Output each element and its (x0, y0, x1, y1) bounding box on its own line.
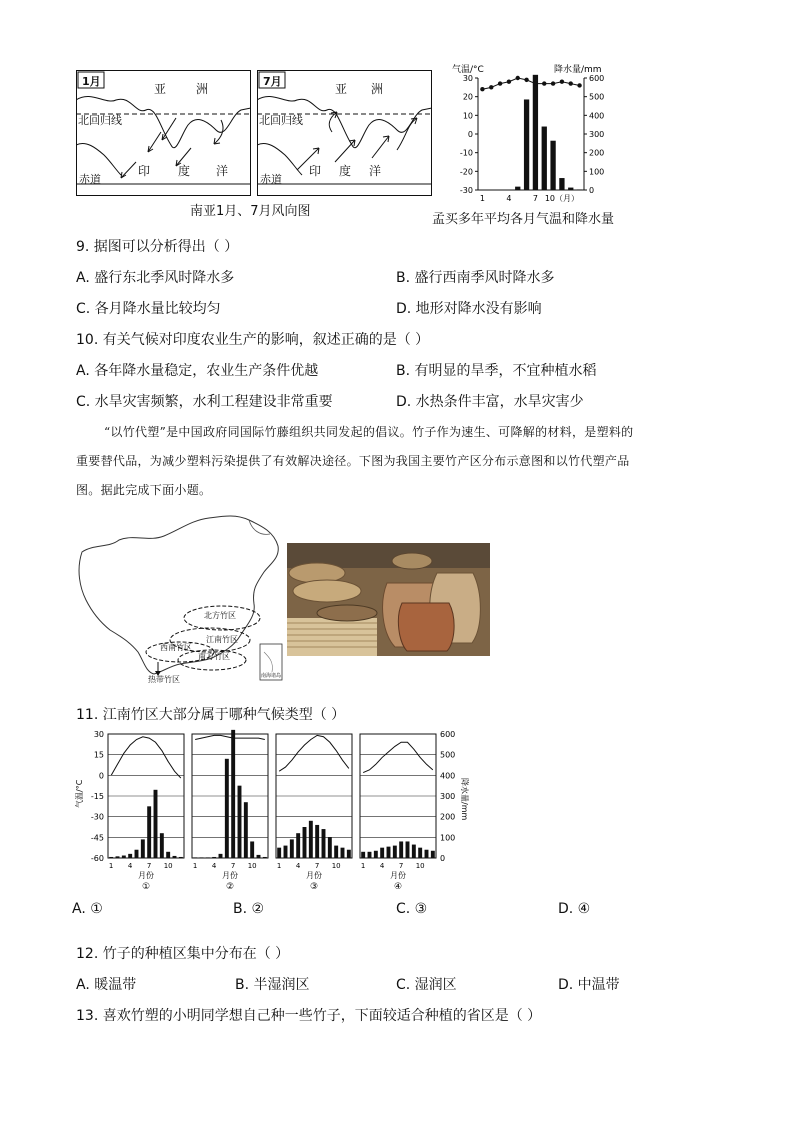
temperature-point (498, 81, 502, 85)
left-tick-label: -20 (459, 167, 473, 177)
q11-x-label: 月份 (222, 871, 238, 880)
q11-precip-bar (368, 852, 372, 858)
q12-option-d[interactable]: D. 中温带 (558, 977, 620, 993)
q12-option-b[interactable]: B. 半湿润区 (235, 977, 310, 993)
region-north: 北方竹区 (204, 611, 236, 620)
mumbai-chart-caption: 孟买多年平均各月气温和降水量 (432, 212, 615, 227)
q11-precip-bar (309, 821, 313, 858)
q11-temp-axis-title: 气温/°C (75, 779, 84, 808)
precip-bar (559, 178, 564, 190)
wind-map-july (257, 70, 432, 196)
tropic-label: 北回归线 (78, 114, 122, 127)
precip-bar (568, 188, 573, 190)
china-outline-svg (74, 512, 286, 684)
temperature-point (551, 81, 555, 85)
precip-bar (524, 99, 529, 190)
temp-axis-title: 气温/°C (452, 65, 484, 75)
region-south: 南方竹区 (198, 652, 230, 661)
q11-precip-bar (206, 857, 210, 858)
q11-x-tick: 4 (295, 862, 301, 870)
q11-precip-bar (147, 806, 151, 858)
wind-map-caption: 南亚1月、7月风向图 (190, 204, 311, 219)
right-tick-label: 100 (589, 167, 605, 177)
left-tick-label: 10 (462, 111, 473, 121)
q11-temperature-line (195, 735, 265, 739)
q11-x-tick: 7 (398, 862, 404, 870)
q11-precip-bar (179, 857, 183, 858)
q11-x-tick: 1 (276, 862, 282, 870)
q11-climate-charts (70, 728, 470, 893)
q11-precip-bar (212, 857, 216, 858)
q11-precip-bar (296, 833, 300, 858)
x-tick-label: 1 (479, 194, 485, 203)
q10-option-d[interactable]: D. 水热条件丰富，水旱灾害少 (396, 394, 584, 410)
left-tick-label: -30 (459, 186, 473, 195)
q11-x-tick: 4 (211, 862, 217, 870)
passage-line-3: 图。据此完成下面小题。 (76, 483, 212, 497)
q11-precip-bar (412, 845, 416, 858)
temperature-point (516, 76, 520, 80)
q11-temperature-line (363, 742, 433, 772)
q11-x-tick: 10 (247, 862, 257, 870)
q11-precip-bar (154, 790, 158, 858)
mumbai-climate-chart (450, 62, 620, 212)
asia-label-right: 洲 (196, 82, 209, 96)
ocean-char-2-jul: 度 (339, 164, 352, 178)
q11-x-tick: 7 (230, 862, 236, 870)
q11-precip-bar (173, 856, 177, 858)
q11-x-tick: 1 (108, 862, 114, 870)
equator-label-jul: 赤道 (260, 173, 282, 186)
q11-panel-label: ④ (393, 882, 403, 892)
q11-precip-bar (277, 848, 281, 858)
q12-option-c[interactable]: C. 湿润区 (396, 977, 457, 993)
q9-option-c[interactable]: C. 各月降水量比较均匀 (76, 301, 221, 317)
q11-x-tick: 10 (163, 862, 173, 870)
q11-charts-svg (70, 728, 470, 893)
ocean-char-1: 印 (138, 164, 151, 178)
asia-label-left-jul: 亚 (335, 82, 348, 96)
q11-panel-label: ① (141, 882, 151, 892)
q11-left-tick: -45 (90, 833, 104, 843)
jul-label: 7月 (263, 75, 282, 88)
question-9-stem: 9. 据图可以分析得出（ ） (76, 239, 239, 255)
q11-panel-label: ② (225, 882, 235, 892)
equator-label: 赤道 (79, 173, 101, 186)
temperature-point (489, 85, 493, 89)
x-tick-label: 10（月） (544, 194, 580, 203)
precip-bar (515, 187, 520, 190)
q11-x-tick: 4 (379, 862, 385, 870)
x-tick-label: 7 (532, 194, 538, 203)
q11-x-tick: 10 (331, 862, 341, 870)
asia-label-right-jul: 洲 (371, 82, 384, 96)
q11-precip-bar (315, 825, 319, 858)
q11-x-tick: 1 (360, 862, 366, 870)
precip-bar (542, 127, 547, 190)
q11-right-tick: 100 (440, 833, 456, 843)
q11-precip-bar (122, 856, 126, 858)
q11-precip-bar (374, 851, 378, 858)
q11-left-tick: -30 (90, 812, 104, 822)
q11-precip-bar (193, 857, 197, 858)
q11-right-tick: 500 (440, 750, 456, 760)
q11-precip-bar (347, 850, 351, 858)
q10-option-b[interactable]: B. 有明显的旱季，不宜种植水稻 (396, 363, 597, 379)
q11-x-tick: 4 (127, 862, 133, 870)
q11-precip-bar (284, 846, 288, 858)
temperature-point (524, 78, 528, 82)
q11-precip-bar (387, 847, 391, 858)
q11-x-tick: 7 (146, 862, 152, 870)
q11-left-tick: -60 (90, 854, 104, 863)
ocean-char-3: 洋 (216, 164, 229, 178)
q11-left-tick: 30 (93, 730, 104, 739)
passage-line-1: “以竹代塑”是中国政府同国际竹藤组织共同发起的倡议。竹子作为速生、可降解的材料，是塑料的 (104, 425, 634, 439)
ocean-char-3-jul: 洋 (369, 164, 382, 178)
left-tick-label: 20 (462, 92, 473, 102)
left-tick-label: 0 (467, 130, 473, 139)
q11-precip-bar (109, 857, 113, 858)
right-tick-label: 0 (589, 186, 595, 195)
q11-precip-bar (393, 846, 397, 858)
left-tick-label: 30 (462, 74, 473, 83)
precip-bar (550, 141, 555, 190)
right-tick-label: 600 (589, 74, 605, 83)
q11-x-tick: 7 (314, 862, 320, 870)
q11-precip-bar (200, 857, 204, 858)
q11-precip-bar (341, 848, 345, 858)
q11-option-a[interactable]: A. ① (72, 901, 103, 917)
temperature-point (577, 83, 581, 87)
ocean-char-2: 度 (178, 164, 191, 178)
q11-precip-axis-title: 降水量/mm (460, 778, 469, 821)
q11-precip-bar (225, 759, 229, 858)
region-tropical: 热带竹区 (148, 675, 180, 684)
temperature-point (480, 87, 484, 91)
q11-x-tick: 1 (192, 862, 198, 870)
q11-precip-bar (244, 802, 248, 858)
q11-precip-bar (418, 848, 422, 858)
bamboo-products-photo (287, 543, 490, 656)
q11-x-tick: 10 (415, 862, 425, 870)
q11-precip-bar (322, 829, 326, 858)
right-tick-label: 200 (589, 148, 605, 158)
q12-option-a[interactable]: A. 暖温带 (76, 977, 137, 993)
question-10-stem: 10. 有关气候对印度农业生产的影响，叙述正确的是（ ） (76, 332, 430, 348)
jan-label: 1月 (82, 75, 101, 88)
q11-x-label: 月份 (138, 871, 154, 880)
wind-map-january (76, 70, 251, 196)
q11-precip-bar (406, 841, 410, 858)
q11-precip-bar (238, 786, 242, 858)
q9-option-d[interactable]: D. 地形对降水没有影响 (396, 301, 542, 317)
q11-precip-bar (263, 857, 267, 858)
q11-left-tick: -15 (90, 792, 104, 801)
q11-left-tick: 0 (98, 771, 104, 781)
q10-option-c[interactable]: C. 水旱灾害频繁，水利工程建设非常重要 (76, 394, 333, 410)
q11-precip-bar (425, 850, 429, 858)
q11-option-b[interactable]: B. ② (233, 901, 265, 917)
question-13-stem: 13. 喜欢竹塑的小明同学想自己种一些竹子，下面较适合种植的省区是（ ） (76, 1008, 542, 1024)
q11-right-tick: 600 (440, 730, 456, 739)
left-tick-label: -10 (459, 148, 473, 158)
precip-bar (577, 189, 582, 190)
q11-option-d[interactable]: D. ④ (558, 901, 591, 917)
q11-x-label: 月份 (390, 871, 406, 880)
asia-label-left: 亚 (154, 82, 167, 96)
bamboo-products-illustration (287, 543, 490, 656)
q11-precip-bar (380, 848, 384, 858)
q11-precip-bar (141, 839, 145, 858)
ocean-char-1-jul: 印 (309, 164, 322, 178)
temperature-point (560, 80, 564, 84)
q11-precip-bar (431, 851, 435, 858)
precip-axis-title: 降水量/mm (554, 65, 602, 75)
q11-right-tick: 0 (440, 854, 446, 863)
region-jiangnan: 江南竹区 (206, 635, 238, 644)
mumbai-chart-svg (450, 62, 620, 212)
q11-temperature-line (111, 737, 181, 778)
q11-right-tick: 400 (440, 771, 456, 781)
q11-precip-bar (231, 730, 235, 858)
q11-precip-bar (219, 854, 223, 858)
q11-precip-bar (160, 833, 164, 858)
q11-precip-bar (135, 850, 139, 858)
q10-option-a[interactable]: A. 各年降水量稳定，农业生产条件优越 (76, 363, 319, 379)
q11-right-tick: 200 (440, 812, 456, 822)
q11-precip-bar (257, 855, 261, 858)
q9-option-a[interactable]: A. 盛行东北季风时降水多 (76, 270, 235, 286)
q11-precip-bar (361, 852, 365, 858)
q11-precip-bar (303, 827, 307, 858)
right-tick-label: 500 (589, 92, 605, 102)
question-12-stem: 12. 竹子的种植区集中分布在（ ） (76, 946, 290, 962)
temperature-point (507, 80, 511, 84)
temperature-line (482, 78, 579, 89)
region-southwest: 西南竹区 (160, 643, 192, 652)
q11-precip-bar (334, 846, 338, 858)
q11-left-tick: 15 (93, 750, 104, 760)
q11-precip-bar (116, 856, 120, 858)
temperature-point (542, 81, 546, 85)
x-tick-label: 4 (506, 194, 512, 203)
q11-precip-bar (166, 852, 170, 858)
right-tick-label: 300 (589, 130, 605, 139)
q11-precip-bar (250, 841, 254, 858)
question-11-stem: 11. 江南竹区大部分属于哪种气候类型（ ） (76, 707, 346, 723)
precip-bar (533, 75, 538, 190)
q11-precip-bar (328, 837, 332, 858)
q11-option-c[interactable]: C. ③ (396, 901, 428, 917)
temperature-point (569, 81, 573, 85)
q11-precip-bar (399, 841, 403, 858)
q11-precip-bar (290, 839, 294, 858)
q9-option-b[interactable]: B. 盛行西南季风时降水多 (396, 270, 555, 286)
passage-line-2: 重要替代品，为减少塑料污染提供了有效解决途径。下图为我国主要竹产区分布示意图和以竹代塑产品 (76, 454, 630, 468)
q11-panel-label: ③ (309, 882, 319, 892)
q11-right-tick: 300 (440, 792, 456, 801)
q11-temperature-line (279, 735, 349, 771)
q11-x-label: 月份 (306, 871, 322, 880)
temperature-point (533, 81, 537, 85)
tropic-label-jul: 北回归线 (259, 114, 303, 127)
south-china-sea-inset-label: 南海诸岛 (261, 673, 282, 679)
bamboo-region-map (74, 512, 286, 684)
q11-precip-bar (128, 854, 132, 858)
right-tick-label: 400 (589, 111, 605, 121)
